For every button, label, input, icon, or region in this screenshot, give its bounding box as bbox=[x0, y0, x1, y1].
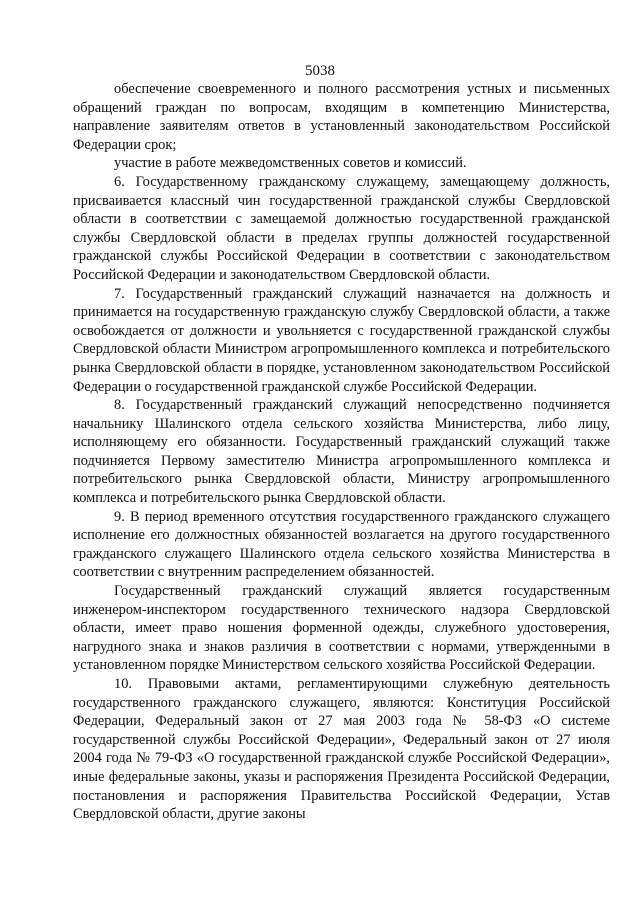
page-number: 5038 bbox=[305, 63, 335, 79]
document-body bbox=[73, 80, 610, 824]
paragraph-appeals: обеспечение своевременного и полного рассмотрения устных и письменных обращений граждан по вопросам, входящим в компетенцию Министерства, направление заявителям ответов в установленный законодательством Российской Федерации срок; bbox=[73, 81, 610, 153]
paragraph-councils: участие в работе межведомственных советов и комиссий. bbox=[114, 155, 467, 172]
paragraph-6-class-rank: 6. Государственному гражданскому служащему, замещающему должность, присваивается классный чин государственной гражданской службы Свердловской области в соответствии с замещаемой должностью государственной гражданской службы Свердловской области в пределах группы должностей государственной гражданской службы Российской Федерации в соответствии с законодательством Российской Федерации и законодательством Свердловской области. bbox=[73, 173, 610, 283]
paragraph-inspector: Государственный гражданский служащий является государственным инженером-инспектором государственного технического надзора Свердловской области, имеет право ношения форменной одежды, служебного удостоверения, нагрудного знака и знаков различия в соответствии с нормами, утвержденными в установленном порядке Министерством сельского хозяйства Российской Федерации. bbox=[73, 583, 610, 674]
paragraph-7-appointment: 7. Государственный гражданский служащий назначается на должность и принимается на государственную гражданскую службу Свердловской области, а также освобождается от должности и увольняется с государственной гражданской службы Свердловской области Министром агропромышленного комплекса и потребительского рынка Свердловской области в порядке, установленном законодательством Российской Федерации о государственной гражданской службе Российской Федерации. bbox=[73, 285, 610, 395]
paragraph-10-legal-acts: 10. Правовыми актами, регламентирующими служебную деятельность государственного гражданского служащего, являются: Конституция Российской Федерации, Федеральный закон от 27 мая 2003 года № 58-ФЗ «О системе государственной службы Российской Федерации», Федеральный закон от 27 июля 2004 года № 79-ФЗ «О государственной гражданской службе Российской Федерации», иные федеральные законы, указы и распоряжения Президента Российской Федерации, постановления и распоряжения Правительства Российской Федерации, Устав Свердловской области, другие законы bbox=[73, 676, 610, 823]
paragraph-8-subordination: 8. Государственный гражданский служащий непосредственно подчиняется начальнику Шалинского отдела сельского хозяйства Министерства, либо лицу, исполняющему его обязанности. Государственный гражданский служащий также подчиняется Первому заместителю Министра агропромышленного комплекса и потребительского рынка Свердловской области, Министру агропромышленного комплекса и потребительского рынка Свердловской области. bbox=[73, 397, 610, 507]
paragraph-9-absence: 9. В период временного отсутствия государственного гражданского служащего исполнение его должностных обязанностей возлагается на другого государственного гражданского служащего Шалинского отдела сельского хозяйства Министерства в соответствии с внутренним распределением обязанностей. bbox=[73, 508, 610, 581]
